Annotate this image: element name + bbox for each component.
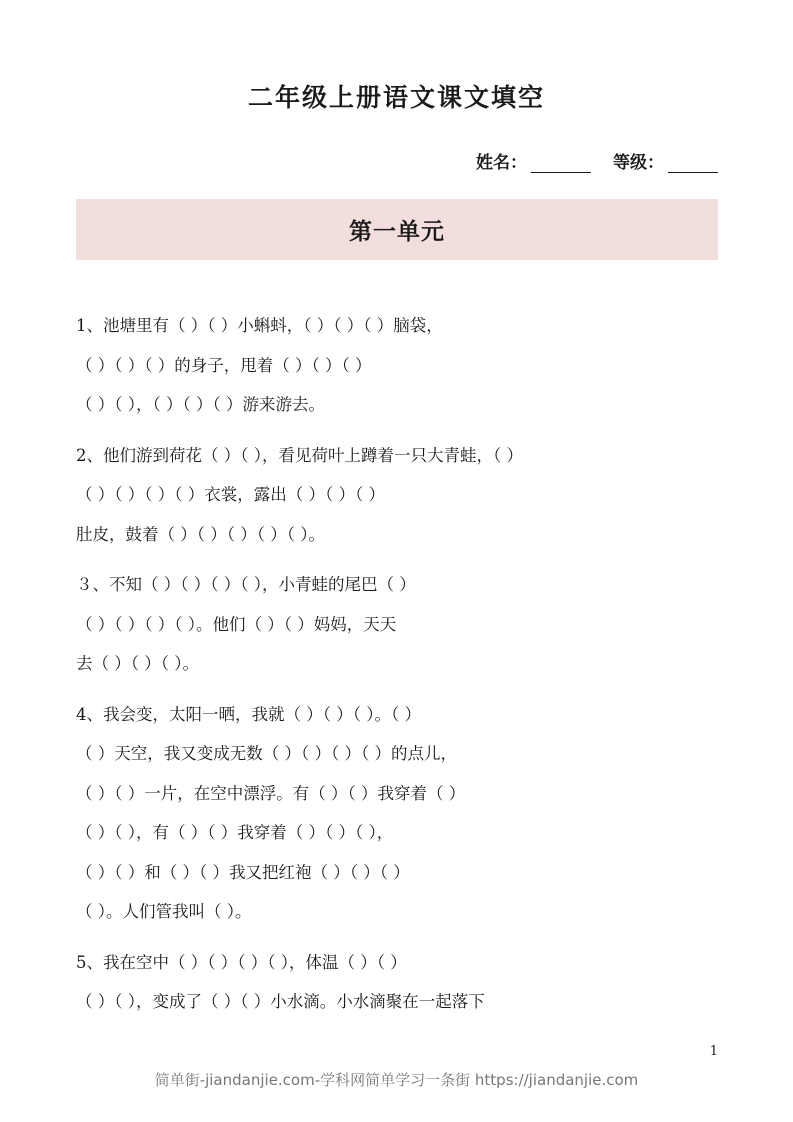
- page-number: 1: [709, 1044, 718, 1059]
- question-line: 5、我在空中（ ）（ ）（ ）（ ），体温（ ）（ ）: [76, 952, 407, 972]
- name-blank: [531, 154, 591, 173]
- question-5: [76, 943, 736, 1022]
- question-line: 肚皮，鼓着（ ）（ ）（ ）（ ）（ ）。: [76, 524, 325, 544]
- name-label: 姓名：: [476, 153, 527, 173]
- student-info-row: [476, 148, 718, 173]
- grade-label: 等级：: [613, 153, 664, 173]
- question-line: 1、池塘里有（ ）（ ）小蝌蚪，（ ）（ ）（ ）脑袋，: [76, 316, 443, 335]
- question-line: 2、他们游到荷花（ ）（ ），看见荷叶上蹲着一只大青蛙，（ ）: [76, 445, 523, 465]
- question-line: （ ）（ ）（ ）的身子，甩着（ ）（ ）（ ）: [76, 355, 372, 375]
- footer-watermark: 简单街-jiandanjie.com-学科网简单学习一条街 https://jiandanjie.com: [154, 1071, 639, 1089]
- question-line: ３、不知（ ）（ ）（ ）（ ），小青蛙的尾巴（ ）: [76, 575, 416, 594]
- question-4: [76, 695, 736, 932]
- question-line: （ ）（ ），有（ ）（ ）我穿着（ ）（ ）（ ），: [76, 823, 394, 842]
- question-line: 4、我会变，太阳一晒，我就（ ）（ ）（ ）。（ ）: [76, 704, 421, 724]
- question-line: （ ）（ ）和（ ）（ ）我又把红袍（ ）（ ）（ ）: [76, 862, 410, 882]
- question-line: 去（ ）（ ）（ ）。: [76, 654, 199, 673]
- questions-area: [76, 306, 736, 1033]
- question-2: [76, 436, 736, 555]
- worksheet-title: 二年级上册语文课文填空: [247, 83, 545, 112]
- grade-blank: [668, 154, 718, 173]
- question-line: （ ）（ ），变成了（ ）（ ）小水滴。小水滴聚在一起落下: [76, 992, 485, 1011]
- question-line: （ ）（ ）（ ）（ ）。他们（ ）（ ）妈妈，天天: [76, 614, 397, 634]
- question-line: （ ）（ ）（ ）（ ）衣裳，露出（ ）（ ）（ ）: [76, 485, 385, 504]
- question-line: （ ）（ ），（ ）（ ）（ ）游来游去。: [76, 395, 325, 414]
- unit-title: 第一单元: [349, 219, 445, 245]
- unit-header: [76, 199, 718, 260]
- question-1: [76, 306, 736, 425]
- question-line: （ ）天空，我又变成无数（ ）（ ）（ ）（ ）的点儿，: [76, 744, 457, 763]
- question-3: [76, 565, 736, 684]
- question-line: （ ）。人们管我叫（ ）。: [76, 902, 252, 921]
- question-line: （ ）（ ）一片，在空中漂浮。有（ ）（ ）我穿着（ ）: [76, 783, 466, 803]
